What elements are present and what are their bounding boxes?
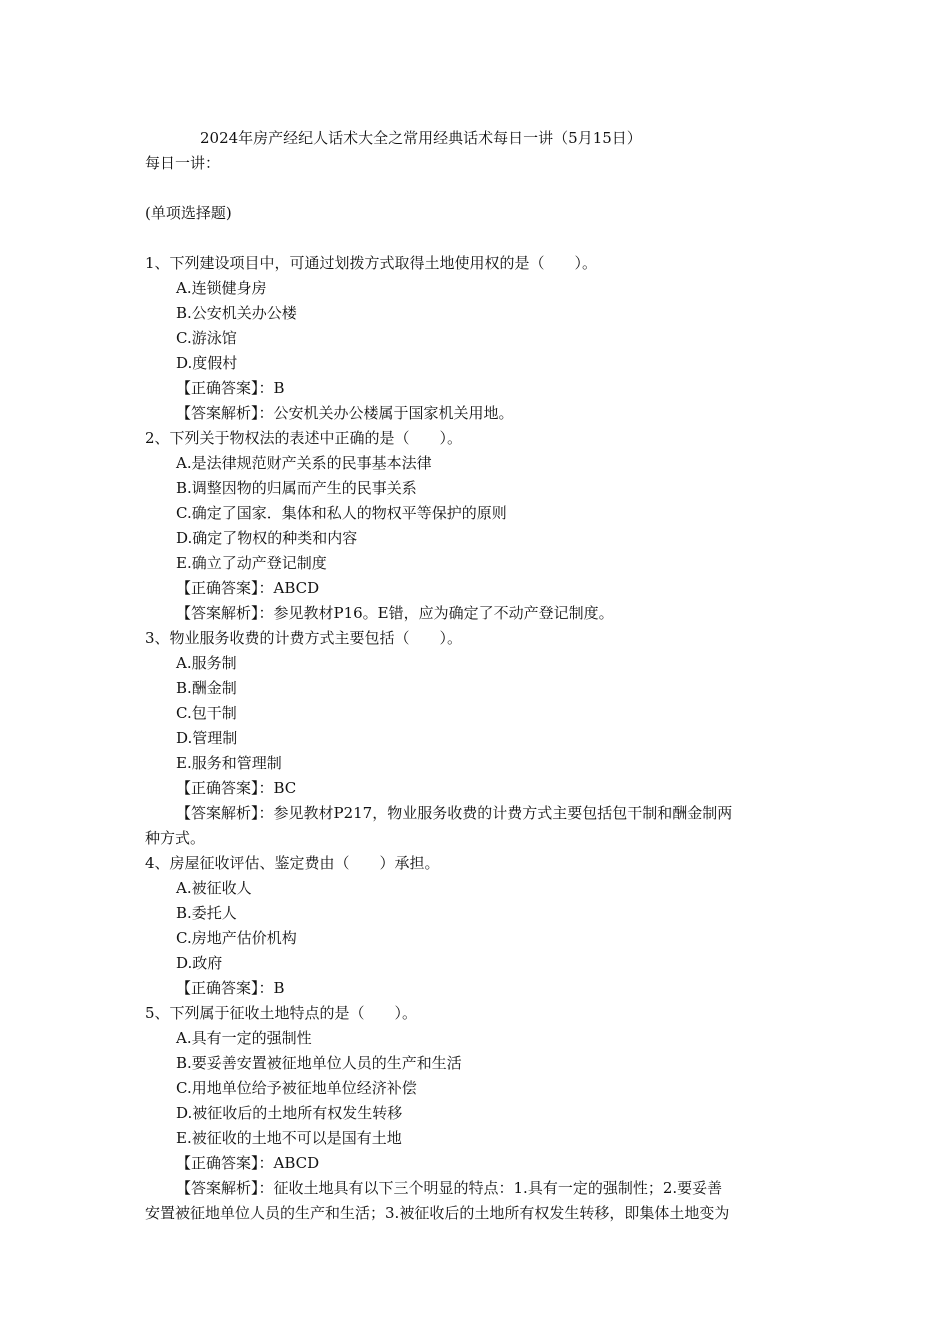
answer-analysis: 【答案解析】：征收土地具有以下三个明显的特点：1.具有一定的强制性；2.要妥善 <box>176 1179 723 1197</box>
option: A.服务制 <box>176 654 237 672</box>
answer-analysis-continued: 种方式。 <box>145 829 206 847</box>
option: B.委托人 <box>176 904 237 922</box>
option: D.政府 <box>176 954 223 972</box>
correct-answer: 【正确答案】：ABCD <box>176 1154 320 1172</box>
option: E.服务和管理制 <box>176 754 282 772</box>
question-4: 4、房屋征收评估、鉴定费由（ ）承担。 <box>145 854 440 872</box>
answer-analysis-continued: 安置被征地单位人员的生产和生活；3.被征收后的土地所有权发生转移，即集体土地变为 <box>145 1204 730 1222</box>
option: B.酬金制 <box>176 679 237 697</box>
option: D.管理制 <box>176 729 238 747</box>
option: B.公安机关办公楼 <box>176 304 297 322</box>
option: C.游泳馆 <box>176 329 237 347</box>
question-5: 5、下列属于征收土地特点的是（ ）。 <box>145 1004 418 1022</box>
option: D.确定了物权的种类和内容 <box>176 529 358 547</box>
page-title: 2024年房产经纪人话术大全之常用经典话术每日一讲（5月15日） <box>200 129 642 147</box>
option: C.确定了国家．集体和私人的物权平等保护的原则 <box>176 504 507 522</box>
option: B.要妥善安置被征地单位人员的生产和生活 <box>176 1054 462 1072</box>
option: C.包干制 <box>176 704 237 722</box>
option: B.调整因物的归属而产生的民事关系 <box>176 479 417 497</box>
correct-answer: 【正确答案】：B <box>176 979 285 997</box>
correct-answer: 【正确答案】：ABCD <box>176 579 320 597</box>
option: A.连锁健身房 <box>176 279 267 297</box>
answer-analysis: 【答案解析】：参见教材P217，物业服务收费的计费方式主要包括包干制和酬金制两 <box>176 804 733 822</box>
option: D.被征收后的土地所有权发生转移 <box>176 1104 403 1122</box>
intro-label: 每日一讲： <box>145 154 221 172</box>
correct-answer: 【正确答案】：B <box>176 379 285 397</box>
answer-analysis: 【答案解析】：公安机关办公楼属于国家机关用地。 <box>176 404 514 422</box>
question-3: 3、物业服务收费的计费方式主要包括（ ）。 <box>145 629 463 647</box>
option: A.被征收人 <box>176 879 252 897</box>
option: D.度假村 <box>176 354 238 372</box>
question-2: 2、下列关于物权法的表述中正确的是（ ）。 <box>145 429 463 447</box>
answer-analysis: 【答案解析】：参见教材P16。E错，应为确定了不动产登记制度。 <box>176 604 614 622</box>
correct-answer: 【正确答案】：BC <box>176 779 297 797</box>
option: C.房地产估价机构 <box>176 929 297 947</box>
option: E.确立了动产登记制度 <box>176 554 327 572</box>
option: E.被征收的土地不可以是国有土地 <box>176 1129 402 1147</box>
option: C.用地单位给予被征地单位经济补偿 <box>176 1079 417 1097</box>
option: A.是法律规范财产关系的民事基本法律 <box>176 454 432 472</box>
section-label: (单项选择题) <box>145 204 232 222</box>
option: A.具有一定的强制性 <box>176 1029 312 1047</box>
question-1: 1、下列建设项目中，可通过划拨方式取得土地使用权的是（ ）。 <box>145 254 598 272</box>
